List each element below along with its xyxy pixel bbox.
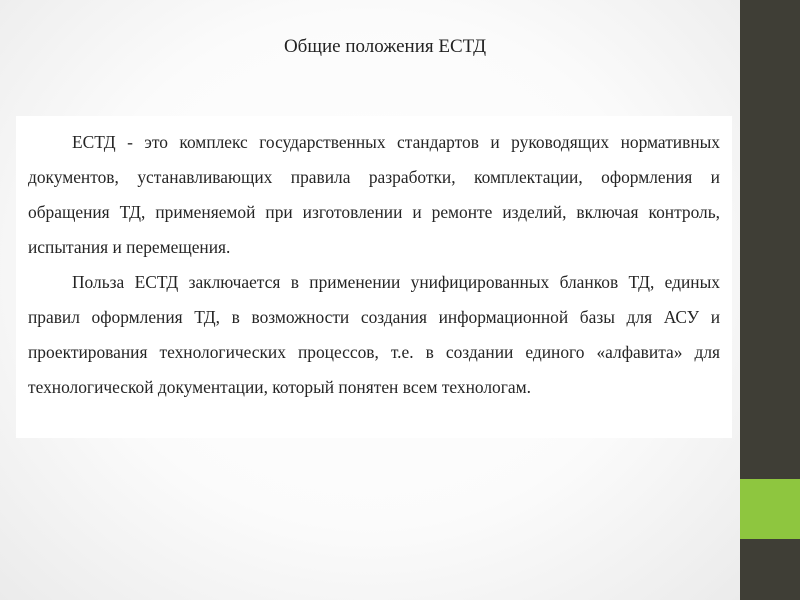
accent-square <box>740 479 800 539</box>
paragraph-definition: ЕСТД - это комплекс государственных стандартов и руководящих нормативных документов, устанавливающих правила разработки, комплектации, оформления и обращения ТД, применяемой при изготовлении и ремонте изделий, включая контроль, испытания и перемещения. <box>28 132 720 257</box>
text-box <box>16 116 732 438</box>
paragraph-benefit: Польза ЕСТД заключается в применении унифицированных бланков ТД, единых правил оформления ТД, в возможности создания информационной базы для АСУ и проектирования технологических процессов, т.е. в создании единого «алфавита» для технологической документации, который понятен всем технологам. <box>28 272 720 397</box>
slide-title: Общие положения ЕСТД <box>283 36 487 57</box>
